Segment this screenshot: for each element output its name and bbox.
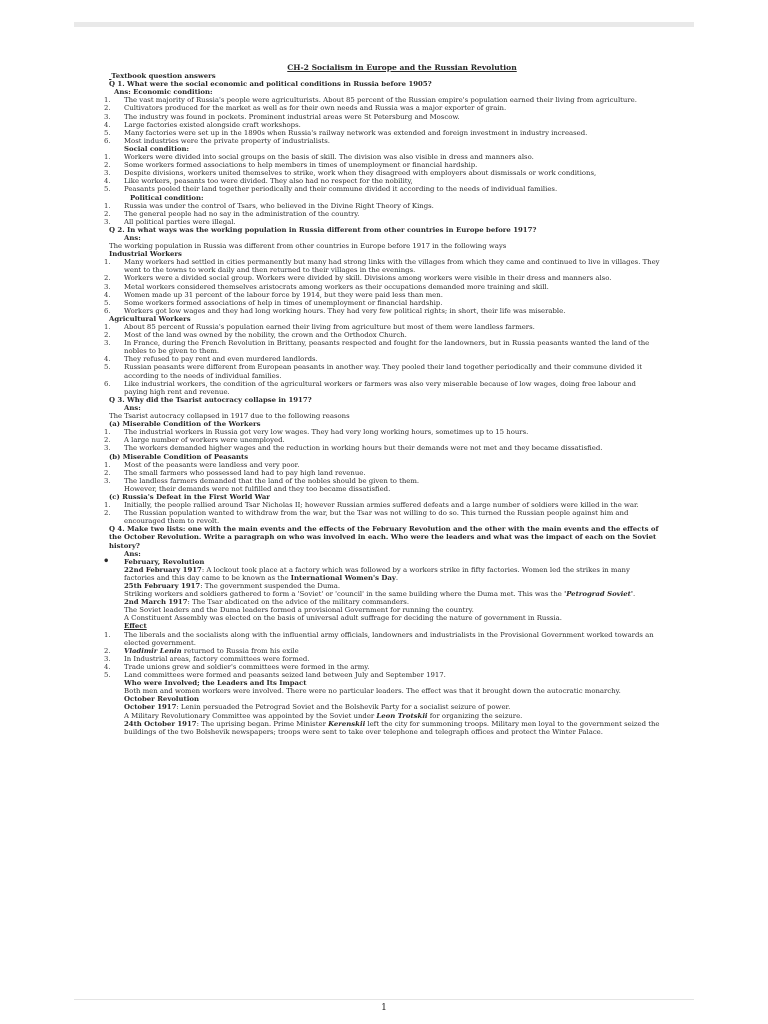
list-item: 1. Initially, the people rallied around Tsar Nicholas II; however Russian armies suffered defeats and a large number of soldiers were killed in the war. (104, 501, 639, 510)
oct24-entry: 24th October 1917: The uprising began. Prime Minister Kerenskii left the city for summoning troops. Military men loyal to the government seized the buildings of the two Bolshevik newspapers; troops were sent to take over telephone and telegraph offices and protect the Winter Palace. (124, 719, 660, 736)
industrial-heading: Industrial Workers (109, 250, 182, 259)
list-item: 5. Many factories were set up in the 1890s when Russia's railway network was extended and foreign investment in industry increased. (104, 128, 588, 137)
list-item: 6. Like industrial workers, the condition of the agricultural workers or farmers was also very miserable because of low wages, doing free labour and paying high rent and revenue. (104, 379, 636, 396)
bullet-icon: • (103, 555, 110, 567)
list-item: 4. Large factories existed alongside craft workshops. (104, 120, 301, 129)
list-item: 1. The vast majority of Russia's people were agriculturists. About 85 percent of the Russian empire's population earned their living from agriculture. (104, 96, 637, 105)
feb22-entry: 22nd February 1917: A lockout took place at a factory which was followed by a workers strike in fifty factories. Women led the strikes in many factories and this day came to be known as the International Women's Day. (124, 565, 630, 582)
list-item: 3. All political parties were illegal. (104, 217, 236, 226)
footer-divider (74, 999, 694, 1000)
list-item: 5. Russian peasants were different from European peasants in another way. They pooled their land together periodically and their commune divided it according to the needs of individual families. (104, 363, 643, 380)
q3-heading-c: (c) Russia's Defeat in the First World War (109, 492, 270, 501)
political-heading: Political condition: (130, 193, 204, 202)
q1-economic-list (104, 96, 660, 145)
q3-list-c (104, 501, 660, 525)
q3-intro: The Tsarist autocracy collapsed in 1917 due to the following reasons (109, 412, 350, 421)
february-heading: • February, Revolution (103, 555, 205, 567)
list-item: 2. The general people had no say in the administration of the country. (104, 209, 360, 218)
q3-list-a (104, 428, 660, 452)
list-item: 5. Peasants pooled their land together periodically and their commune divided it according to the needs of individual families. (104, 185, 558, 194)
list-item: 1. The industrial workers in Russia got very low wages. They had very long working hours, sometimes up to 15 hours. (104, 428, 529, 437)
list-item: 3. In Industrial areas, factory committees were formed. (104, 654, 310, 663)
list-item: 1. About 85 percent of Russia's population earned their living from agriculture but most of them were landless farmers. (104, 323, 535, 331)
list-item: 2. Cultivators produced for the market as well as for their own needs and Russia was a major exporter of grain. (104, 104, 507, 113)
list-item: 1. The liberals and the socialists along with the influential army officials, landowners and industrialists in the Provisional Government worked towards an elected government. (104, 630, 654, 647)
q1-social-list (104, 153, 660, 193)
list-item: 2. Some workers formed associations to help members in times of unemployment or financial hardship. (104, 161, 478, 170)
mar2-entry: 2nd March 1917: The Tsar abdicated on the advice of the military commanders. (124, 598, 410, 607)
mar2-entry-2: The Soviet leaders and the Duma leaders formed a provisional Government for running the country. (124, 606, 474, 615)
list-item: 3. Despite divisions, workers united themselves to strike, work when they disagreed with employers about dismissals or work conditions, (104, 169, 597, 178)
question-2: Q 2. In what ways was the working population in Russia different from other countries in Europe before 1917? (109, 225, 537, 234)
list-item: 1. Russia was under the control of Tsars, who believed in the Divine Right Theory of Kings. (104, 201, 434, 210)
list-item: 4. They refused to pay rent and even murdered landlords. (104, 355, 318, 364)
list-item: 5. Some workers formed associations of help in times of unemployment or financial hardship. (104, 298, 443, 307)
q2-intro: The working population in Russia was different from other countries in Europe before 1917 in the following ways (109, 242, 507, 251)
list-item: 3. The landless farmers demanded that the land of the nobles should be given to them. (104, 476, 420, 485)
feb25-entry: 25th February 1917: The government suspended the Duma. (124, 582, 341, 590)
list-item: 3. The industry was found in pockets. Prominent industrial areas were St Petersburg and Moscow. (104, 112, 460, 121)
list-item: 5. Land committees were formed and peasants seized land between July and September 1917. (104, 671, 446, 680)
question-1: Q 1. What were the social economic and political conditions in Russia before 1905? (109, 80, 432, 89)
oct-entry-2: A Military Revolutionary Committee was appointed by the Soviet under Leon Trotskii for organizing the seizure. (124, 711, 523, 720)
social-heading: Social condition: (124, 144, 190, 153)
effect-heading: Effect (124, 622, 147, 631)
october-heading: October Revolution (124, 695, 199, 704)
feb25-entry-2: Striking workers and soldiers gathered to form a 'Soviet' or 'council' in the same building where the Duma met. This was the 'Petrograd Soviet'. (124, 590, 636, 599)
who-heading: Who were Involved; the Leaders and Its Impact (124, 679, 307, 688)
question-3: Q 3. Why did the Tsarist autocracy collapse in 1917? (109, 395, 312, 404)
q1-answer-label: Ans: Economic condition: (114, 88, 213, 97)
list-item-continuation: However, their demands were not fulfilled and they too became dissatisfied. (124, 484, 391, 493)
list-item: 1. Many workers had settled in cities permanently but many had strong links with the villages from which they came and continued to live in villages. They went to the towns to work daily and then returned to their villages in the evenings. (104, 258, 660, 275)
list-item: 3. The workers demanded higher wages and the reduction in working hours but their demands were not met and they became dissatisfied. (104, 444, 603, 453)
list-item: 2. Vladimir Lenin returned to Russia from his exile (104, 646, 299, 655)
top-band (74, 22, 694, 27)
question-4: Q 4. Make two lists: one with the main events and the effects of the February Revolution and the other with the main events and the effects of the October Revolution. Write a paragraph on who was involved in each. Who were the leaders and what was the impact of each on the Soviet history? (109, 525, 659, 550)
who-text: Both men and women workers were involved. There were no particular leaders. The effect was that it brought down the autocratic monarchy. (124, 687, 621, 696)
agricultural-heading: Agricultural Workers (109, 314, 191, 323)
q2-agricultural-list (104, 323, 660, 396)
mar2-entry-3: A Constituent Assembly was elected on the basis of universal adult suffrage for deciding the nature of government in Russia. (124, 614, 562, 623)
list-item: 2. Most of the land was owned by the nobility, the crown and the Orthodox Church. (104, 331, 407, 340)
list-item: 4. Like workers, peasants too were divided. They also had no respect for the nobility, (104, 177, 413, 186)
q3-list-b (104, 461, 660, 493)
list-item: 2. The small farmers who possessed land had to pay high land revenue. (104, 468, 366, 477)
subtitle: Textbook question answers (111, 72, 216, 81)
list-item: 4. Trade unions grew and soldier's committees were formed in the army. (104, 662, 370, 671)
page-number: 1 (381, 1003, 387, 1013)
page-title: CH-2 Socialism in Europe and the Russian Revolution (287, 63, 517, 72)
effects-list (104, 631, 660, 680)
q4-answer-label: Ans: (124, 549, 141, 558)
oct-entry: October 1917: Lenin persuaded the Petrograd Soviet and the Bolshevik Party for a socialist seizure of power. (124, 703, 511, 712)
q2-industrial-list (104, 258, 660, 315)
q3-heading-b: (b) Miserable Condition of Peasants (109, 452, 249, 461)
list-item: 3. In France, during the French Revolution in Brittany, peasants respected and fought for the landowners, but in Russia peasants wanted the land of the nobles to be given to them. (104, 339, 650, 356)
list-item: 2. Workers were a divided social group. Workers were divided by skill. Divisions among workers were visible in their dress and manners also. (104, 274, 612, 283)
q3-heading-a: (a) Miserable Condition of the Workers (109, 420, 261, 429)
list-item: 3. Metal workers considered themselves aristocrats among workers as their occupations demanded more training and skill. (104, 282, 549, 291)
q2-answer-label: Ans: (124, 233, 141, 242)
list-item: 2. A large number of workers were unemployed. (104, 436, 285, 445)
q3-answer-label: Ans: (124, 403, 141, 412)
list-item: 6. Most industries were the private property of industrialists. (104, 136, 330, 145)
document-page (104, 64, 660, 736)
q1-political-list (104, 202, 660, 226)
list-item: 6. Workers got low wages and they had long working hours. They had very few political rights; in short, their life was miserable. (104, 306, 566, 315)
list-item: 1. Workers were divided into social groups on the basis of skill. The division was also visible in dress and manners also. (104, 153, 534, 162)
list-item: 4. Women made up 31 percent of the labour force by 1914, but they were paid less than men. (104, 290, 443, 299)
list-item: 2. The Russian population wanted to withdraw from the war, but the Tsar was not willing to do so. This turned the Russian people against him and encouraged them to revolt. (104, 509, 629, 526)
list-item: 1. Most of the peasants were landless and very poor. (104, 460, 300, 469)
